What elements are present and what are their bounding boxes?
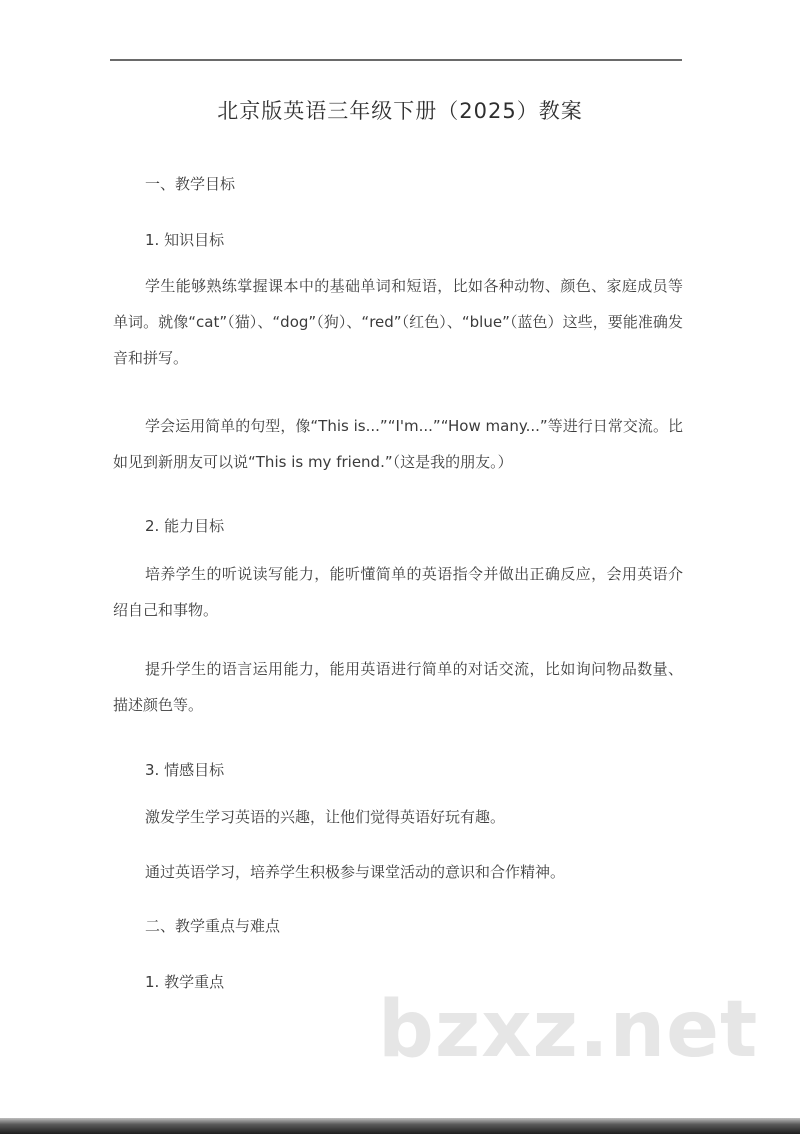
page-bottom-edge <box>0 1118 800 1134</box>
paragraph-ability-skills: 培养学生的听说读写能力，能听懂简单的英语指令并做出正确反应，会用英语介绍自己和事物。 <box>113 565 683 619</box>
paragraph-knowledge-vocabulary: 学生能够熟练掌握课本中的基础单词和短语，比如各种动物、颜色、家庭成员等单词。就像“cat”（猫）、“dog”（狗）、“red”（红色）、“blue”（蓝色）这些，要能准确发音和拼写。 <box>113 277 683 367</box>
subheading-teaching-focus: 1. 教学重点 <box>145 973 225 991</box>
section-heading-objectives: 一、教学目标 <box>145 175 236 193</box>
paragraph-ability-language: 提升学生的语言运用能力，能用英语进行简单的对话交流，比如询问物品数量、描述颜色等。 <box>113 660 683 714</box>
paragraph-emotional-cooperation: 通过英语学习，培养学生积极参与课堂活动的意识和合作精神。 <box>145 863 566 881</box>
watermark-logo: bzxz.net <box>378 985 759 1075</box>
subheading-ability-goals: 2. 能力目标 <box>145 517 225 535</box>
paragraph-knowledge-sentences: 学会运用简单的句型，像“This is...”“I'm...”“How many...”等进行日常交流。比如见到新朋友可以说“This is my friend.”（这是我的朋友。） <box>113 417 683 471</box>
paragraph-emotional-interest: 激发学生学习英语的兴趣，让他们觉得英语好玩有趣。 <box>145 808 506 826</box>
header-rule <box>110 59 682 61</box>
document-title: 北京版英语三年级下册（2025）教案 <box>217 99 583 123</box>
subheading-emotional-goals: 3. 情感目标 <box>145 761 225 779</box>
subheading-knowledge-goals: 1. 知识目标 <box>145 231 225 249</box>
section-heading-key-points: 二、教学重点与难点 <box>145 917 281 935</box>
